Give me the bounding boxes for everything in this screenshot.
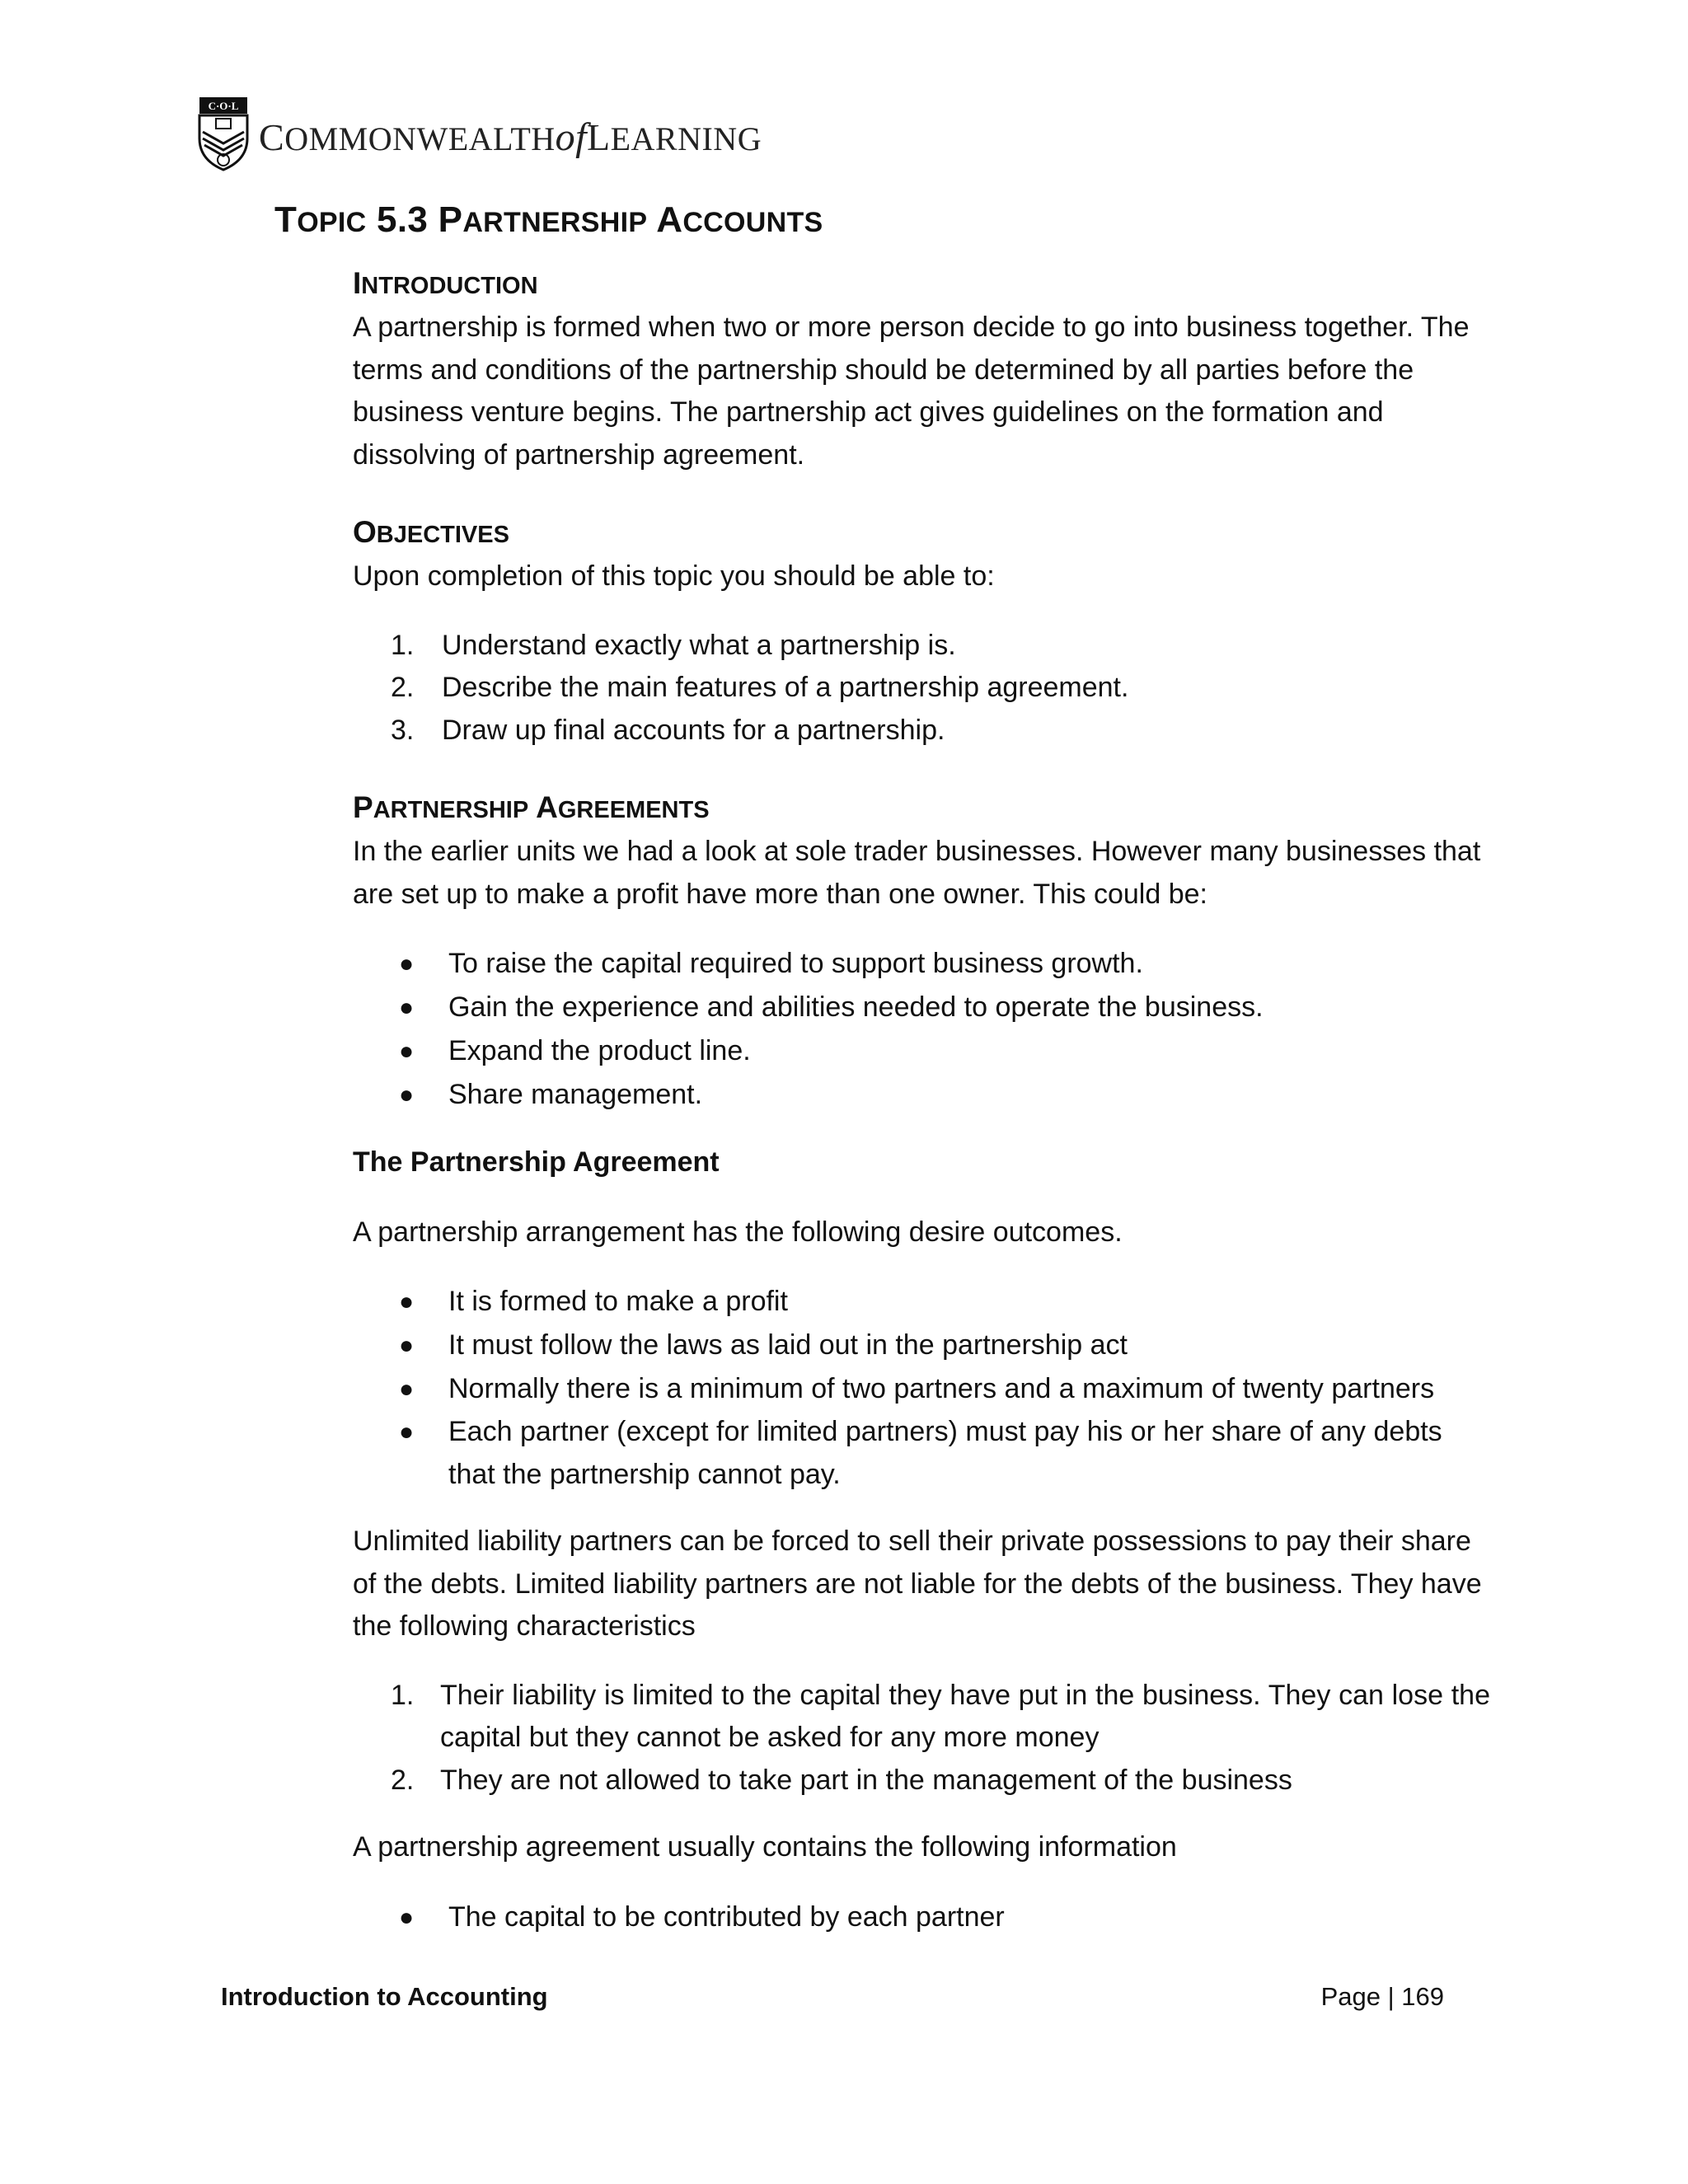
agreements-heading: PARTNERSHIP AGREEMENTS bbox=[353, 790, 710, 824]
page-title: TOPIC 5.3 PARTNERSHIP ACCOUNTS bbox=[274, 199, 823, 240]
partnership-agreement-subheading: The Partnership Agreement bbox=[353, 1146, 720, 1178]
liability-text: Unlimited liability partners can be forced to sell their private possessions to pay their share of the debts. Limited liability partners are not liable for the debts of the business. They have the following characteristics bbox=[353, 1526, 1482, 1642]
list-item: 1. Their liability is limited to the capital they have put in the business. They can lose the capital but they cannot be asked for any more money bbox=[391, 1679, 1490, 1753]
shield-icon bbox=[196, 96, 251, 171]
list-item: ● Share management. bbox=[399, 1079, 703, 1110]
agreements-body: In the earlier units we had a look at sole trader businesses. However many businesses that are set up to make a profit have more than one owner. This could be: bbox=[353, 836, 1481, 910]
introduction-body: A partnership is formed when two or more person decide to go into business together. The terms and conditions of the partnership should be determined by all parties before the business venture begins. The partnership act gives guidelines on the formation and dissolving of partnership agreement. bbox=[353, 312, 1470, 471]
list-item: ● It is formed to make a profit bbox=[399, 1286, 788, 1317]
list-item: 2. They are not allowed to take part in the management of the business bbox=[391, 1764, 1292, 1796]
characteristics-list bbox=[353, 1675, 1490, 1802]
contents-lead: A partnership agreement usually contains the following information bbox=[353, 1831, 1177, 1863]
objectives-heading: OBJECTIVES bbox=[353, 515, 509, 549]
main-content bbox=[353, 260, 1490, 1939]
list-item: 1. Understand exactly what a partnership is. bbox=[391, 629, 956, 661]
list-item: ● It must follow the laws as laid out in the partnership act bbox=[399, 1329, 1128, 1361]
page-number: Page | 169 bbox=[1320, 1982, 1444, 2011]
list-item: ● To raise the capital required to support business growth. bbox=[399, 948, 1143, 979]
org-name: COMMONWEALTHofLEARNING bbox=[259, 115, 762, 159]
list-item: 3. Draw up final accounts for a partnership. bbox=[391, 714, 945, 746]
logo bbox=[196, 96, 762, 171]
list-item: ● The capital to be contributed by each partner bbox=[399, 1900, 1005, 1933]
footer-title: Introduction to Accounting bbox=[221, 1982, 548, 2011]
partnership-agreement-bullets bbox=[353, 1280, 1490, 1496]
logo-letters: C·O·L bbox=[208, 100, 239, 112]
list-item: ● Normally there is a minimum of two partners and a maximum of twenty partners bbox=[399, 1373, 1435, 1404]
list-item: 2. Describe the main features of a partnership agreement. bbox=[391, 672, 1129, 703]
introduction-heading: INTRODUCTION bbox=[353, 266, 538, 300]
objectives-list bbox=[353, 625, 1490, 752]
contents-bullets bbox=[353, 1896, 1490, 1939]
partnership-agreement-lead: A partnership arrangement has the following desire outcomes. bbox=[353, 1216, 1123, 1248]
objectives-lead: Upon completion of this topic you should be able to: bbox=[353, 560, 995, 592]
list-item: ● Expand the product line. bbox=[399, 1035, 751, 1066]
list-item: ● Each partner (except for limited partners) must pay his or her share of any debts that the partnership cannot pay. bbox=[399, 1416, 1442, 1490]
agreements-bullets bbox=[353, 942, 1490, 1117]
list-item: ● Gain the experience and abilities needed to operate the business. bbox=[399, 991, 1264, 1023]
